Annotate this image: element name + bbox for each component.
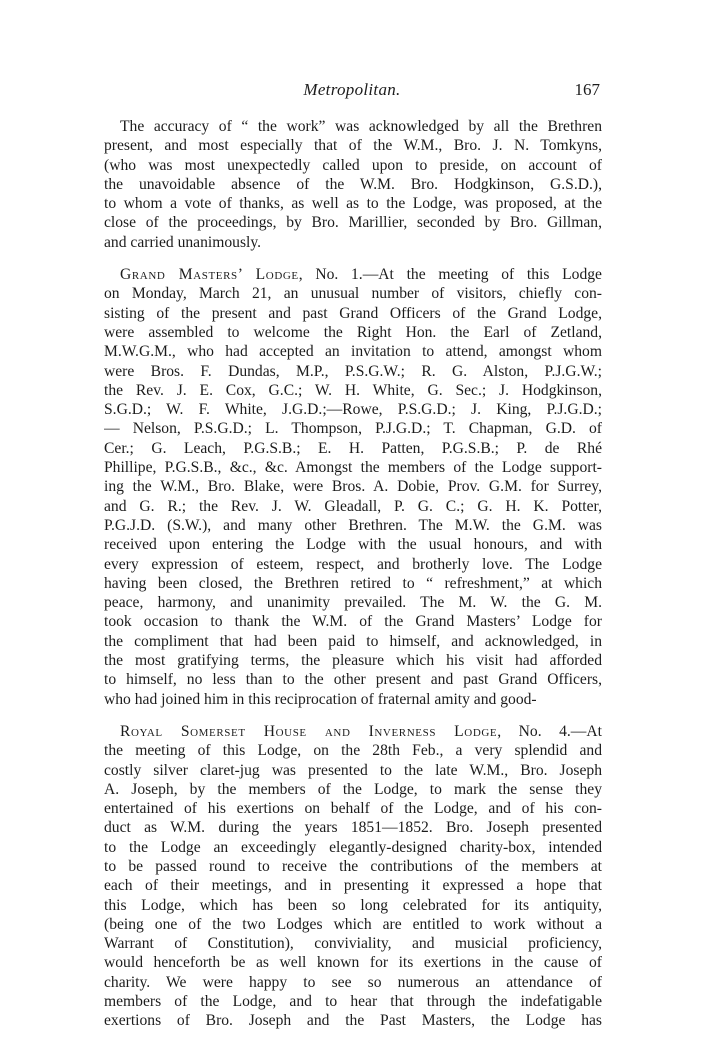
text-line: the most gratifying terms, the pleasure which his visit had afforded	[104, 652, 602, 670]
heading-continuation: , No. 1.—At the meeting of this Lodge	[298, 266, 602, 284]
text-line: and G. R.; the Rev. J. W. Gleadall, P. G. C.; G. H. K. Potter,	[104, 497, 602, 515]
text-line: Cer.; G. Leach, P.G.S.B.; E. H. Patten, P.G.S.B.; P. de Rhé	[104, 439, 602, 457]
text-line: entertained of his exertions on behalf of the Lodge, and of his con-	[104, 800, 602, 818]
text-line: took occasion to thank the W.M. of the Grand Masters’ Lodge for	[104, 613, 602, 631]
body-text	[104, 117, 602, 1031]
text-line: this Lodge, which has been so long celebrated for its antiquity,	[104, 896, 602, 914]
text-line: Warrant of Constitution), conviviality, and musicial proficiency,	[104, 935, 602, 953]
text-line: sisting of the present and past Grand Officers of the Grand Lodge,	[104, 304, 602, 322]
text-line: the compliment that had been paid to himself, and acknowledged, in	[104, 632, 602, 650]
text-line: costly silver claret-jug was presented to the late W.M., Bro. Joseph	[104, 761, 602, 779]
text-line: to whom a vote of thanks, as well as to the Lodge, was proposed, at the	[104, 195, 602, 213]
text-line: the meeting of this Lodge, on the 28th Feb., a very splendid and	[104, 742, 602, 760]
paragraph-spacer	[104, 709, 602, 722]
heading-continuation: , No. 4.—At	[497, 722, 602, 740]
text-line: P.G.J.D. (S.W.), and many other Brethren. The M.W. the G.M. was	[104, 516, 602, 534]
text-line: would henceforth be as well known for its exertions in the cause of	[104, 954, 602, 972]
text-line: close of the proceedings, by Bro. Marillier, seconded by Bro. Gillman,	[104, 214, 602, 232]
text-line: the Rev. J. E. Cox, G.C.; W. H. White, G. Sec.; J. Hodgkinson,	[104, 381, 602, 399]
text-line	[104, 265, 602, 284]
text-line: were Bros. F. Dundas, M.P., P.S.G.W.; R. G. Alston, P.J.G.W.;	[104, 362, 602, 380]
text-line: ing the W.M., Bro. Blake, were Bros. A. Dobie, Prov. G.M. for Surrey,	[104, 478, 602, 496]
text-line: Phillipe, P.G.S.B., &c., &c. Amongst the members of the Lodge support-	[104, 459, 602, 477]
text-line: on Monday, March 21, an unusual number of visitors, chiefly con-	[104, 285, 602, 303]
paragraph-accuracy	[104, 117, 602, 252]
page-header	[104, 80, 600, 104]
text-line: having been closed, the Brethren retired to “ refreshment,” at which	[104, 574, 602, 592]
text-line: were assembled to welcome the Right Hon. the Earl of Zetland,	[104, 323, 602, 341]
paragraph-spacer	[104, 252, 602, 265]
text-line: — Nelson, P.S.G.D.; L. Thompson, P.J.G.D.; T. Chapman, G.D. of	[104, 420, 602, 438]
text-line: present, and most especially that of the W.M., Bro. J. N. Tomkyns,	[104, 137, 602, 155]
text-line: peace, harmony, and unanimity prevailed. The M. W. the G. M.	[104, 594, 602, 612]
text-line: each of their meetings, and in presenting it expressed a hope that	[104, 877, 602, 895]
text-line: and carried unanimously.	[104, 233, 262, 251]
text-line: The accuracy of “ the work” was acknowledged by all the Brethren	[120, 118, 602, 135]
text-line: A. Joseph, by the members of the Lodge, to mark the sense they	[104, 780, 602, 798]
text-line: (being one of the two Lodges which are entitled to work without a	[104, 915, 602, 933]
text-line: to be passed round to receive the contributions of the members at	[104, 857, 602, 875]
page-number: 167	[574, 80, 600, 99]
paragraph-royal-somerset-lodge	[104, 722, 602, 1031]
text-line: members of the Lodge, and to hear that through the indefatigable	[104, 993, 602, 1011]
text-line: received upon entering the Lodge with the usual honours, and with	[104, 536, 602, 554]
section-heading: Grand Masters’ Lodge	[120, 266, 299, 284]
paragraph-grand-masters-lodge	[104, 265, 602, 709]
text-line: charity. We were happy to see so numerous an attendance of	[104, 973, 602, 991]
text-line: (who was most unexpectedly called upon to preside, on account of	[104, 156, 602, 174]
text-line: to himself, no less than to the other present and past Grand Officers,	[104, 671, 602, 689]
text-line: the unavoidable absence of the W.M. Bro. Hodgkinson, G.S.D.),	[104, 175, 602, 193]
text-line: S.G.D.; W. F. White, J.G.D.;—Rowe, P.S.G.D.; J. King, P.J.G.D.;	[104, 401, 602, 419]
text-line: to the Lodge an exceedingly elegantly-designed charity-box, intended	[104, 838, 602, 856]
section-heading: Royal Somerset House and Inverness Lodge	[120, 722, 498, 740]
text-line: every expression of esteem, respect, and brotherly love. The Lodge	[104, 555, 602, 573]
running-title: Metropolitan.	[303, 80, 401, 99]
text-line: duct as W.M. during the years 1851—1852. Bro. Joseph presented	[104, 819, 602, 837]
text-line: M.W.G.M., who had accepted an invitation to attend, amongst whom	[104, 343, 602, 361]
text-line: exertions of Bro. Joseph and the Past Masters, the Lodge has	[104, 1012, 602, 1030]
text-line	[104, 722, 602, 741]
text-line: who had joined him in this reciprocation of fraternal amity and good-	[104, 690, 537, 708]
